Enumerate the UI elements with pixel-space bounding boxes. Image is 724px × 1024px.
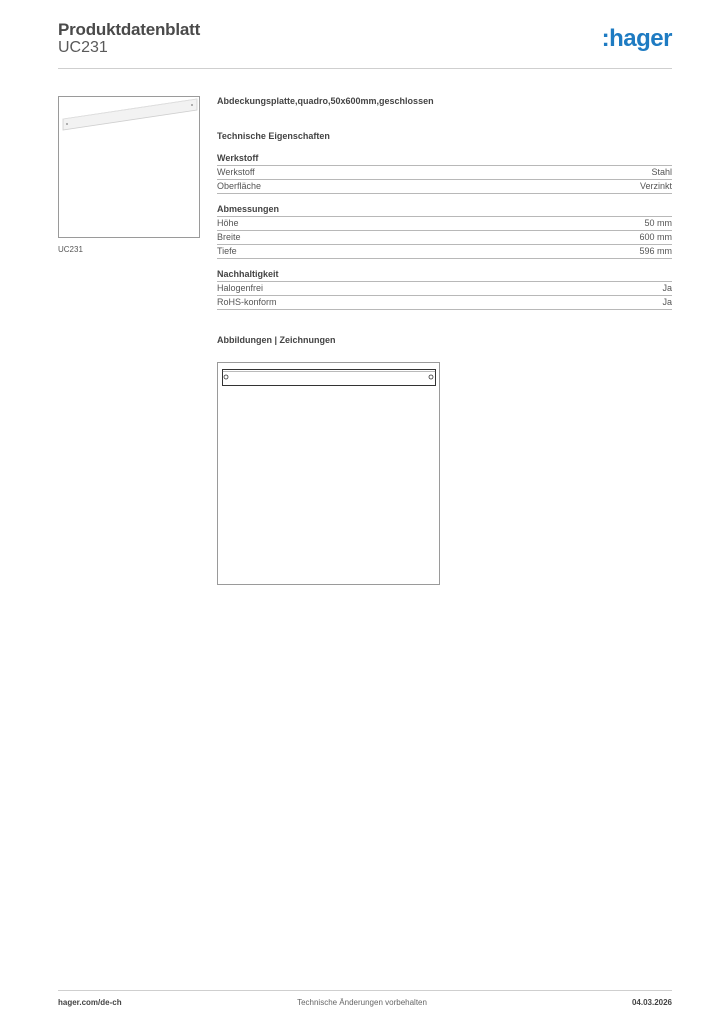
property-value: 50 mm — [644, 218, 672, 228]
product-image — [58, 96, 200, 238]
group-title-abmessungen: Abmessungen — [217, 204, 672, 217]
property-row — [217, 296, 672, 310]
property-row — [217, 245, 672, 259]
header-divider — [58, 68, 672, 69]
product-description: Abdeckungsplatte,quadro,50x600mm,geschlossen — [217, 96, 434, 106]
property-value: Verzinkt — [639, 181, 672, 191]
footer-date: 04.03.2026 — [631, 998, 672, 1007]
property-row — [217, 282, 672, 296]
technical-section-title: Technische Eigenschaften — [217, 131, 330, 141]
property-label: Tiefe — [217, 246, 237, 256]
property-row — [217, 231, 672, 245]
product-details — [217, 96, 672, 347]
footer-divider — [58, 990, 672, 991]
property-value: Stahl — [651, 167, 672, 177]
cover-plate-drawing — [218, 363, 439, 584]
property-label: Oberfläche — [217, 181, 262, 191]
property-row — [217, 180, 672, 194]
group-title-nachhaltigkeit: Nachhaltigkeit — [217, 269, 672, 282]
property-label: Halogenfrei — [217, 283, 264, 293]
property-value: Ja — [662, 297, 672, 307]
property-value: Ja — [662, 283, 672, 293]
property-value: 596 mm — [639, 246, 672, 256]
property-value: 600 mm — [639, 232, 672, 242]
product-code: UC231 — [58, 39, 108, 56]
figures-section-title: Abbildungen | Zeichnungen — [217, 335, 336, 345]
property-label: RoHS-konform — [217, 297, 277, 307]
cover-plate-photo — [59, 97, 199, 237]
property-label: Breite — [217, 232, 241, 242]
product-image-caption: UC231 — [58, 245, 83, 254]
footer-website: hager.com/de-ch — [58, 998, 122, 1007]
hager-logo: :hager — [601, 25, 672, 52]
property-label: Werkstoff — [217, 167, 255, 177]
technical-drawing — [217, 362, 440, 585]
property-row — [217, 217, 672, 231]
group-title-werkstoff: Werkstoff — [217, 153, 672, 166]
page-title: Produktdatenblatt — [58, 20, 201, 39]
footer-notice: Technische Änderungen vorbehalten — [297, 998, 427, 1007]
property-row — [217, 166, 672, 180]
property-label: Höhe — [217, 218, 239, 228]
